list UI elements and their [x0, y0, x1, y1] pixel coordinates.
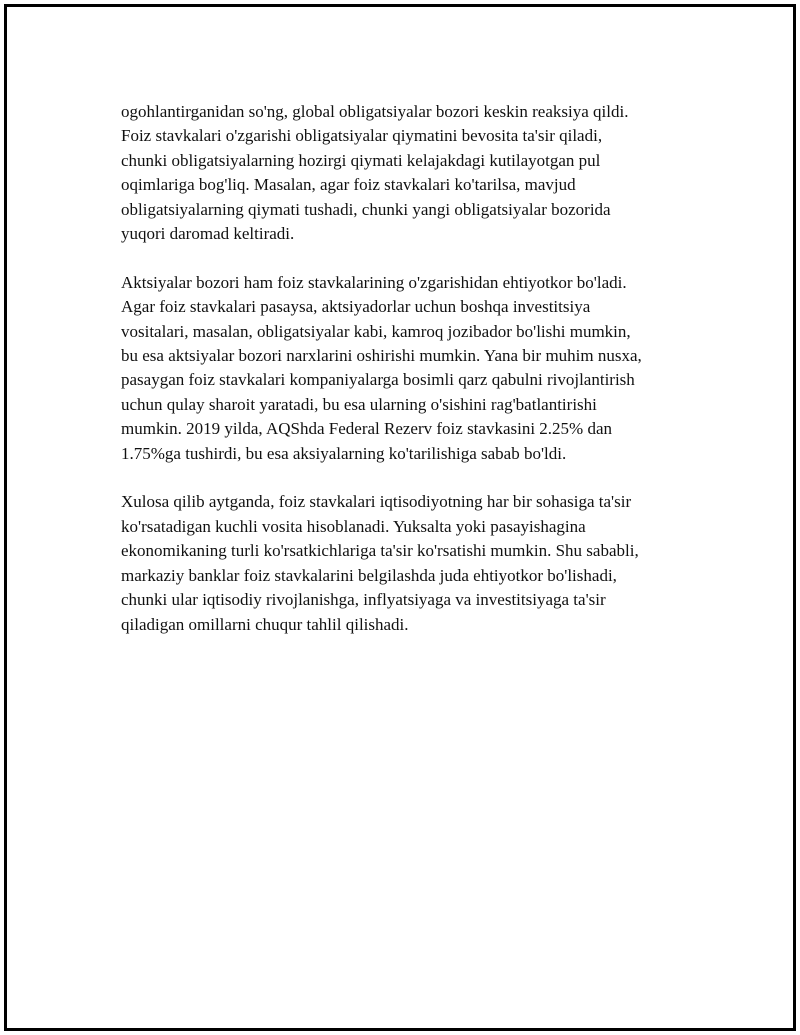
text-line: Agar foiz stavkalari pasaysa, aktsiyadorlar uchun boshqa investitsiya: [121, 297, 591, 317]
paragraph-stock-market: [121, 271, 701, 466]
text-line: ko'rsatadigan kuchli vosita hisoblanadi. Yuksalta yoki pasayishagina: [121, 516, 586, 536]
text-line: chunki ular iqtisodiy rivojlanishga, inflyatsiyaga va investitsiyaga ta'sir: [121, 590, 606, 610]
text-line: obligatsiyalarning qiymati tushadi, chunki yangi obligatsiyalar bozorida: [121, 199, 611, 219]
text-line: vositalari, masalan, obligatsiyalar kabi, kamroq jozibador bo'lishi mumkin,: [121, 321, 631, 341]
text-line: chunki obligatsiyalarning hozirgi qiymati kelajakdagi kutilayotgan pul: [121, 150, 601, 170]
paragraph-bond-market: [121, 100, 701, 246]
text-line: ogohlantirganidan so'ng, global obligatsiyalar bozori keskin reaksiya qildi.: [121, 102, 629, 121]
page-frame: [4, 4, 796, 1031]
text-line: ekonomikaning turli ko'rsatkichlariga ta'sir ko'rsatishi mumkin. Shu sababli,: [121, 541, 639, 561]
text-line: uchun qulay sharoit yaratadi, bu esa ularning o'sishini rag'batlantirishi: [121, 394, 597, 414]
document-body: [121, 100, 701, 661]
text-line: oqimlariga bog'liq. Masalan, agar foiz stavkalari ko'tarilsa, mavjud: [121, 175, 576, 195]
text-line: qiladigan omillarni chuqur tahlil qilishadi.: [121, 614, 409, 634]
text-line: 1.75%ga tushirdi, bu esa aksiyalarning ko'tarilishiga sabab bo'ldi.: [121, 443, 567, 463]
text-line: bu esa aktsiyalar bozori narxlarini oshirishi mumkin. Yana bir muhim nusxa,: [121, 346, 642, 366]
text-line: mumkin. 2019 yilda, AQShda Federal Rezerv foiz stavkasini 2.25% dan: [121, 419, 613, 439]
text-line: Foiz stavkalari o'zgarishi obligatsiyalar qiymatini bevosita ta'sir qiladi,: [121, 126, 603, 146]
text-line: markaziy banklar foiz stavkalarini belgilashda juda ehtiyotkor bo'lishadi,: [121, 565, 617, 585]
text-line: pasaygan foiz stavkalari kompaniyalarga bosimli qarz qabulni rivojlantirish: [121, 370, 635, 390]
text-line: yuqori daromad keltiradi.: [121, 224, 295, 244]
paragraph-conclusion: [121, 490, 701, 636]
text-line: Aktsiyalar bozori ham foiz stavkalarining o'zgarishidan ehtiyotkor bo'ladi.: [121, 272, 627, 292]
text-line: Xulosa qilib aytganda, foiz stavkalari iqtisodiyotning har bir sohasiga ta'sir: [121, 492, 632, 512]
